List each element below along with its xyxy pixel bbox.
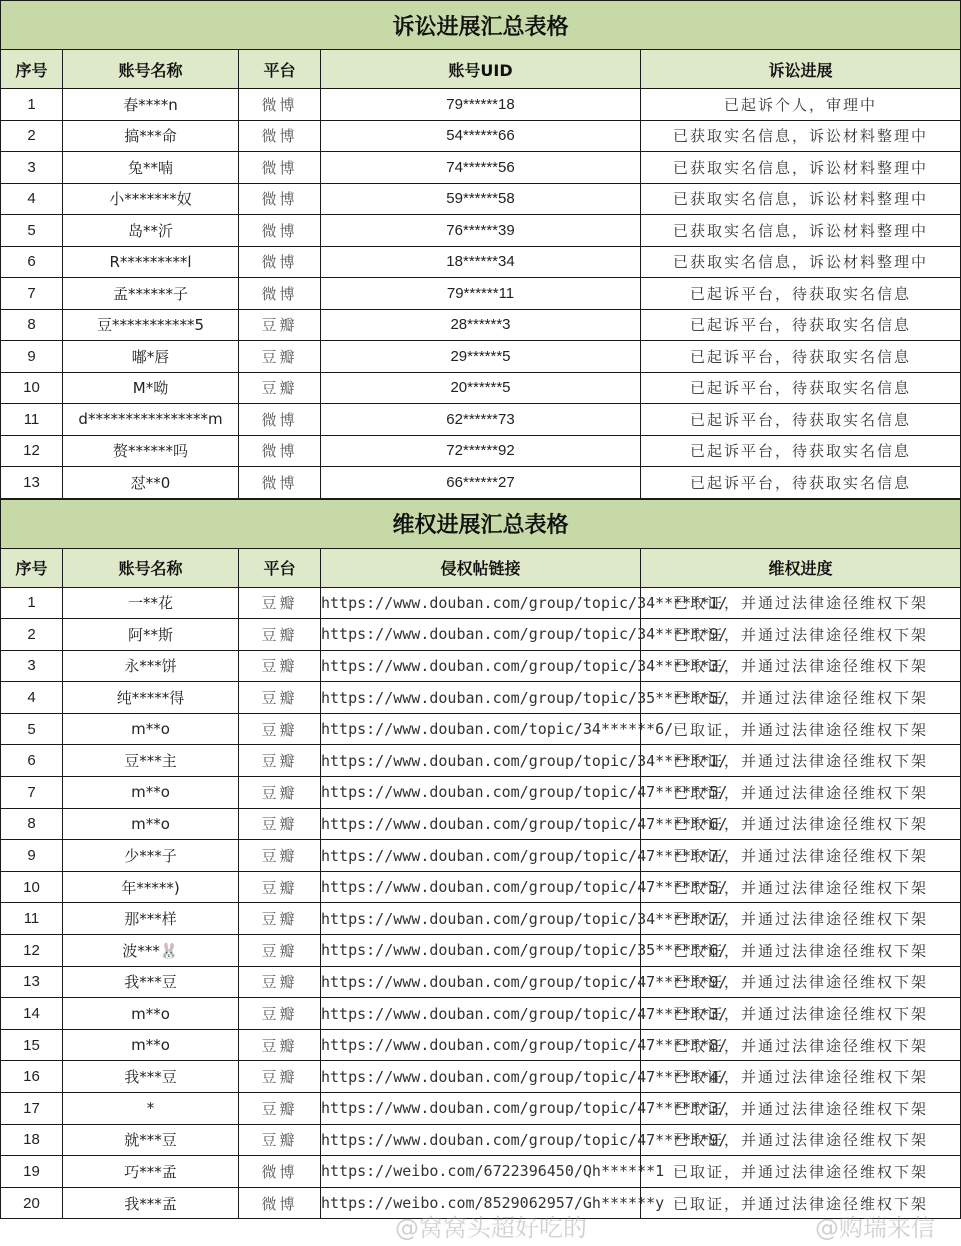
cell-account-name: 豆***主 (63, 745, 239, 777)
cell-account-name: 豆***********5 (63, 309, 239, 341)
cell-infringing-post-link[interactable]: https://www.douban.com/group/topic/47******8/ (321, 1029, 641, 1061)
cell-index: 10 (1, 372, 63, 404)
cell-rights-status: 已取证，并通过法律途径维权下架 (641, 650, 961, 682)
cell-account-name: 搞***命 (63, 120, 239, 152)
table-row (1, 89, 961, 121)
cell-platform: 豆瓣 (239, 309, 321, 341)
cell-account-uid: 72******92 (321, 435, 641, 467)
cell-account-uid: 59******58 (321, 183, 641, 215)
header-account-uid: 账号UID (321, 50, 641, 89)
header-account-name: 账号名称 (63, 548, 239, 587)
cell-account-uid: 62******73 (321, 404, 641, 436)
table-row (1, 871, 961, 903)
cell-index: 3 (1, 152, 63, 184)
table-row (1, 246, 961, 278)
litigation-table-title: 诉讼进展汇总表格 (1, 1, 961, 50)
cell-account-name: d****************m (63, 404, 239, 436)
table-row (1, 966, 961, 998)
cell-platform: 微博 (239, 404, 321, 436)
cell-infringing-post-link[interactable]: https://www.douban.com/group/topic/47******5/ (321, 777, 641, 809)
cell-infringing-post-link[interactable]: https://weibo.com/6722396450/Qh******1 (321, 1156, 641, 1188)
cell-rights-status: 已取证，并通过法律途径维权下架 (641, 1156, 961, 1188)
cell-platform: 豆瓣 (239, 372, 321, 404)
table-row (1, 777, 961, 809)
cell-platform: 微博 (239, 152, 321, 184)
cell-account-name: 巧***孟 (63, 1156, 239, 1188)
cell-index: 9 (1, 341, 63, 373)
cell-infringing-post-link[interactable]: https://www.douban.com/group/topic/47******4/ (321, 1061, 641, 1093)
cell-account-name: m**o (63, 777, 239, 809)
table-row (1, 903, 961, 935)
cell-index: 12 (1, 435, 63, 467)
cell-rights-status: 已取证，并通过法律途径维权下架 (641, 1124, 961, 1156)
cell-rights-status: 已取证，并通过法律途径维权下架 (641, 682, 961, 714)
cell-litigation-status: 已获取实名信息，诉讼材料整理中 (641, 120, 961, 152)
cell-account-name: 我***豆 (63, 966, 239, 998)
table-row (1, 183, 961, 215)
cell-infringing-post-link[interactable]: https://www.douban.com/group/topic/35******6/ (321, 935, 641, 967)
cell-infringing-post-link[interactable]: https://www.douban.com/group/topic/47******3/ (321, 1093, 641, 1125)
cell-index: 5 (1, 713, 63, 745)
cell-account-name: 嘟*唇 (63, 341, 239, 373)
cell-account-name: * (63, 1093, 239, 1125)
cell-index: 9 (1, 840, 63, 872)
watermark-right: @购瑞来信 (815, 1214, 935, 1242)
cell-account-uid: 74******56 (321, 152, 641, 184)
cell-account-name: 兔**喃 (63, 152, 239, 184)
cell-index: 1 (1, 587, 63, 619)
table-row (1, 713, 961, 745)
cell-index: 7 (1, 278, 63, 310)
cell-index: 18 (1, 1124, 63, 1156)
cell-rights-status: 已取证，并通过法律途径维权下架 (641, 1029, 961, 1061)
cell-litigation-status: 已起诉平台，待获取实名信息 (641, 341, 961, 373)
cell-platform: 豆瓣 (239, 650, 321, 682)
cell-account-uid: 18******34 (321, 246, 641, 278)
cell-infringing-post-link[interactable]: https://www.douban.com/group/topic/47******9/ (321, 1124, 641, 1156)
cell-index: 10 (1, 871, 63, 903)
cell-platform: 豆瓣 (239, 871, 321, 903)
table-row (1, 1124, 961, 1156)
cell-index: 2 (1, 619, 63, 651)
table-row (1, 1093, 961, 1125)
cell-account-name: 一**花 (63, 587, 239, 619)
table-row (1, 808, 961, 840)
header-index: 序号 (1, 548, 63, 587)
table-row (1, 435, 961, 467)
cell-litigation-status: 已起诉平台，待获取实名信息 (641, 467, 961, 499)
cell-index: 19 (1, 1156, 63, 1188)
cell-index: 20 (1, 1187, 63, 1219)
cell-infringing-post-link[interactable]: https://www.douban.com/group/topic/34******1/ (321, 745, 641, 777)
cell-platform: 豆瓣 (239, 619, 321, 651)
cell-infringing-post-link[interactable]: https://www.douban.com/group/topic/35******5/ (321, 682, 641, 714)
rights-table (0, 499, 961, 1220)
cell-platform: 豆瓣 (239, 777, 321, 809)
cell-account-name: 春****n (63, 89, 239, 121)
cell-account-uid: 79******11 (321, 278, 641, 310)
cell-index: 4 (1, 682, 63, 714)
table-row (1, 467, 961, 499)
cell-rights-status: 已取证，并通过法律途径维权下架 (641, 840, 961, 872)
cell-rights-status: 已取证，并通过法律途径维权下架 (641, 1187, 961, 1219)
cell-rights-status: 已取证，并通过法律途径维权下架 (641, 871, 961, 903)
cell-infringing-post-link[interactable]: https://www.douban.com/group/topic/47******9/ (321, 966, 641, 998)
cell-litigation-status: 已获取实名信息，诉讼材料整理中 (641, 215, 961, 247)
cell-rights-status: 已取证，并通过法律途径维权下架 (641, 998, 961, 1030)
cell-rights-status: 已取证，并通过法律途径维权下架 (641, 587, 961, 619)
cell-infringing-post-link[interactable]: https://www.douban.com/group/topic/47******6/ (321, 808, 641, 840)
table-row (1, 372, 961, 404)
cell-index: 1 (1, 89, 63, 121)
table-row (1, 1187, 961, 1219)
cell-platform: 豆瓣 (239, 341, 321, 373)
cell-account-name: R*********l (63, 246, 239, 278)
cell-rights-status: 已取证，并通过法律途径维权下架 (641, 1061, 961, 1093)
cell-rights-status: 已取证，并通过法律途径维权下架 (641, 935, 961, 967)
cell-infringing-post-link[interactable]: https://www.douban.com/group/topic/34******7/ (321, 903, 641, 935)
cell-infringing-post-link[interactable]: https://www.douban.com/group/topic/34******1/ (321, 587, 641, 619)
cell-platform: 豆瓣 (239, 587, 321, 619)
cell-account-name: 小*******奴 (63, 183, 239, 215)
cell-account-name: M*呦 (63, 372, 239, 404)
cell-index: 4 (1, 183, 63, 215)
cell-index: 11 (1, 903, 63, 935)
cell-platform: 豆瓣 (239, 966, 321, 998)
cell-account-name: 年*****) (63, 871, 239, 903)
table-row (1, 650, 961, 682)
table-row (1, 619, 961, 651)
cell-rights-status: 已取证，并通过法律途径维权下架 (641, 713, 961, 745)
cell-litigation-status: 已起诉平台，待获取实名信息 (641, 372, 961, 404)
header-rights-status: 维权进度 (641, 548, 961, 587)
cell-litigation-status: 已获取实名信息，诉讼材料整理中 (641, 246, 961, 278)
cell-platform: 豆瓣 (239, 1061, 321, 1093)
cell-platform: 微博 (239, 1187, 321, 1219)
cell-platform: 豆瓣 (239, 682, 321, 714)
table-row (1, 1061, 961, 1093)
header-litigation-status: 诉讼进展 (641, 50, 961, 89)
cell-account-name: 纯*****得 (63, 682, 239, 714)
cell-index: 8 (1, 808, 63, 840)
cell-platform: 豆瓣 (239, 808, 321, 840)
cell-rights-status: 已取证，并通过法律途径维权下架 (641, 619, 961, 651)
cell-index: 15 (1, 1029, 63, 1061)
cell-platform: 微博 (239, 183, 321, 215)
table-row (1, 587, 961, 619)
cell-litigation-status: 已获取实名信息，诉讼材料整理中 (641, 152, 961, 184)
cell-index: 13 (1, 467, 63, 499)
cell-platform: 微博 (239, 120, 321, 152)
cell-index: 7 (1, 777, 63, 809)
cell-index: 6 (1, 246, 63, 278)
cell-account-uid: 28******3 (321, 309, 641, 341)
cell-platform: 豆瓣 (239, 1029, 321, 1061)
table-row (1, 745, 961, 777)
table-row (1, 278, 961, 310)
cell-account-uid: 54******66 (321, 120, 641, 152)
cell-account-name: 怼**0 (63, 467, 239, 499)
cell-infringing-post-link[interactable]: https://www.douban.com/group/topic/34******9/ (321, 619, 641, 651)
cell-index: 5 (1, 215, 63, 247)
table-row (1, 152, 961, 184)
cell-platform: 微博 (239, 246, 321, 278)
cell-platform: 豆瓣 (239, 745, 321, 777)
cell-index: 12 (1, 935, 63, 967)
cell-account-uid: 79******18 (321, 89, 641, 121)
cell-infringing-post-link[interactable]: https://www.douban.com/group/topic/34******3/ (321, 650, 641, 682)
header-platform: 平台 (239, 50, 321, 89)
cell-infringing-post-link[interactable]: https://www.douban.com/group/topic/47******3/ (321, 998, 641, 1030)
cell-account-name: 阿**斯 (63, 619, 239, 651)
cell-infringing-post-link[interactable]: https://www.douban.com/topic/34******6/ (321, 713, 641, 745)
cell-account-name: 孟******子 (63, 278, 239, 310)
cell-index: 16 (1, 1061, 63, 1093)
cell-account-name: 少***子 (63, 840, 239, 872)
cell-litigation-status: 已起诉平台，待获取实名信息 (641, 435, 961, 467)
cell-infringing-post-link[interactable]: https://weibo.com/8529062957/Gh******y (321, 1187, 641, 1219)
cell-account-name: 我***孟 (63, 1187, 239, 1219)
cell-account-uid: 76******39 (321, 215, 641, 247)
cell-account-uid: 66******27 (321, 467, 641, 499)
header-infringing-post-link: 侵权帖链接 (321, 548, 641, 587)
cell-account-name: 赘******吗 (63, 435, 239, 467)
cell-account-uid: 29******5 (321, 341, 641, 373)
cell-index: 13 (1, 966, 63, 998)
cell-litigation-status: 已起诉平台，待获取实名信息 (641, 278, 961, 310)
header-account-name: 账号名称 (63, 50, 239, 89)
cell-account-name: m**o (63, 998, 239, 1030)
cell-account-name: 我***豆 (63, 1061, 239, 1093)
cell-platform: 微博 (239, 1156, 321, 1188)
cell-rights-status: 已取证，并通过法律途径维权下架 (641, 966, 961, 998)
table-row (1, 682, 961, 714)
table-row (1, 309, 961, 341)
watermark-left: @窝窝头超好吃的 (395, 1214, 587, 1242)
cell-infringing-post-link[interactable]: https://www.douban.com/group/topic/47******7/ (321, 840, 641, 872)
cell-platform: 豆瓣 (239, 1093, 321, 1125)
cell-account-name: m**o (63, 713, 239, 745)
cell-litigation-status: 已起诉个人，审理中 (641, 89, 961, 121)
litigation-table (0, 0, 961, 499)
cell-account-name: 永***饼 (63, 650, 239, 682)
header-index: 序号 (1, 50, 63, 89)
cell-platform: 豆瓣 (239, 1124, 321, 1156)
cell-index: 11 (1, 404, 63, 436)
cell-account-name: m**o (63, 808, 239, 840)
cell-rights-status: 已取证，并通过法律途径维权下架 (641, 903, 961, 935)
cell-rights-status: 已取证，并通过法律途径维权下架 (641, 808, 961, 840)
table-row (1, 840, 961, 872)
table-row (1, 120, 961, 152)
cell-rights-status: 已取证，并通过法律途径维权下架 (641, 1093, 961, 1125)
cell-platform: 微博 (239, 278, 321, 310)
cell-litigation-status: 已起诉平台，待获取实名信息 (641, 404, 961, 436)
cell-platform: 豆瓣 (239, 935, 321, 967)
cell-platform: 豆瓣 (239, 998, 321, 1030)
cell-platform: 豆瓣 (239, 840, 321, 872)
cell-platform: 微博 (239, 89, 321, 121)
cell-platform: 微博 (239, 467, 321, 499)
cell-rights-status: 已取证，并通过法律途径维权下架 (641, 777, 961, 809)
cell-platform: 微博 (239, 215, 321, 247)
rights-table-title: 维权进展汇总表格 (1, 499, 961, 548)
table-row (1, 341, 961, 373)
table-row (1, 998, 961, 1030)
cell-index: 14 (1, 998, 63, 1030)
table-row (1, 404, 961, 436)
table-row (1, 1156, 961, 1188)
cell-account-name: m**o (63, 1029, 239, 1061)
cell-account-name: 岛**沂 (63, 215, 239, 247)
cell-account-name: 那***样 (63, 903, 239, 935)
cell-litigation-status: 已获取实名信息，诉讼材料整理中 (641, 183, 961, 215)
cell-index: 17 (1, 1093, 63, 1125)
cell-litigation-status: 已起诉平台，待获取实名信息 (641, 309, 961, 341)
cell-index: 3 (1, 650, 63, 682)
table-row (1, 935, 961, 967)
cell-account-uid: 20******5 (321, 372, 641, 404)
cell-index: 6 (1, 745, 63, 777)
cell-index: 2 (1, 120, 63, 152)
table-row (1, 1029, 961, 1061)
cell-platform: 微博 (239, 435, 321, 467)
cell-platform: 豆瓣 (239, 903, 321, 935)
cell-rights-status: 已取证，并通过法律途径维权下架 (641, 745, 961, 777)
cell-platform: 豆瓣 (239, 713, 321, 745)
cell-index: 8 (1, 309, 63, 341)
cell-account-name: 就***豆 (63, 1124, 239, 1156)
header-platform: 平台 (239, 548, 321, 587)
table-row (1, 215, 961, 247)
cell-account-name: 波***🐰 (63, 935, 239, 967)
cell-infringing-post-link[interactable]: https://www.douban.com/group/topic/47******5/ (321, 871, 641, 903)
